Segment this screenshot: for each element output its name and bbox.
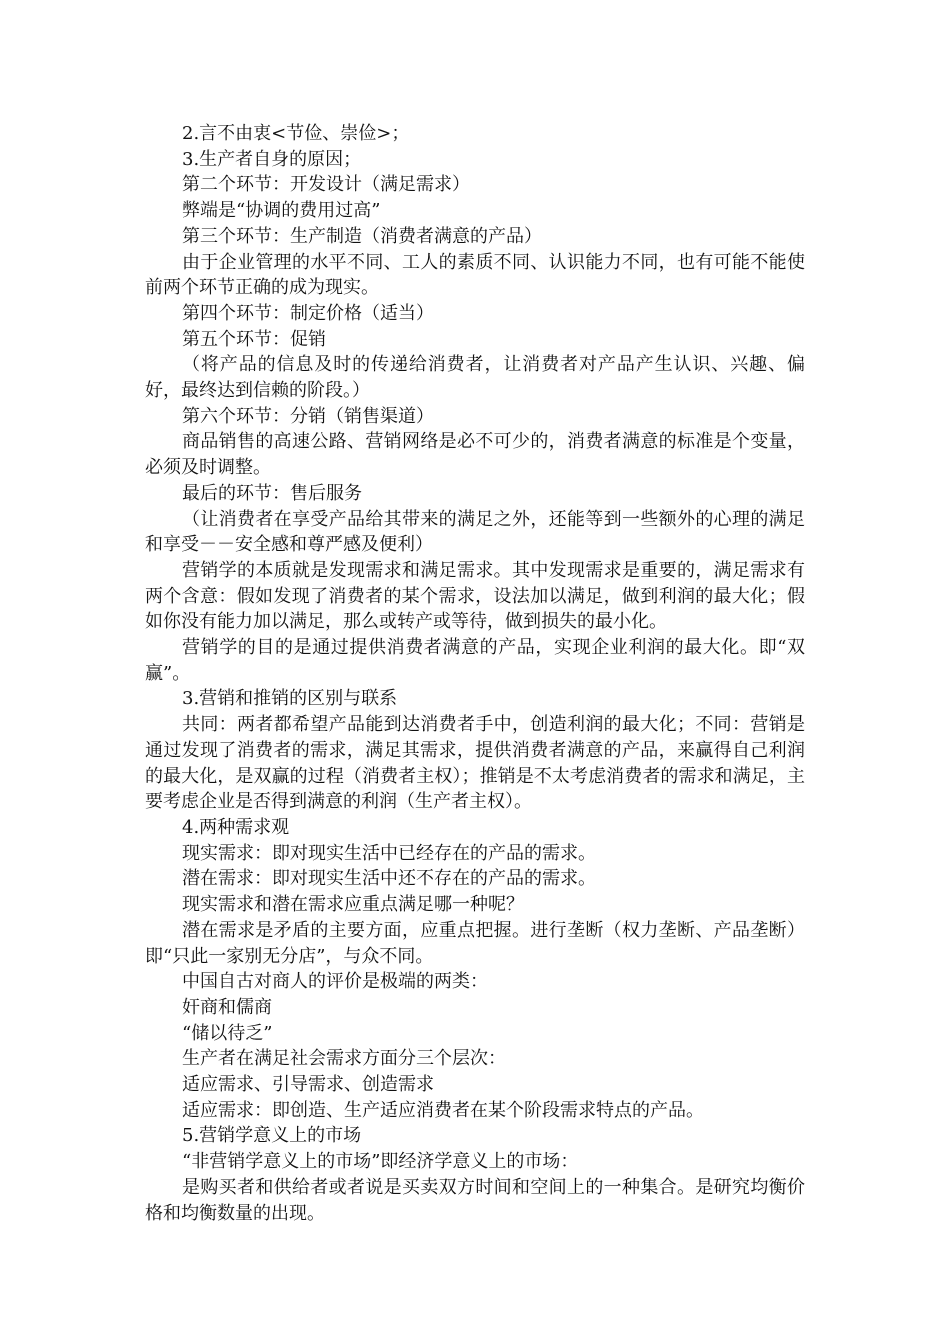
paragraph: 适应需求、引导需求、创造需求 xyxy=(182,1074,434,1096)
paragraph: 适应需求：即创造、生产适应消费者在某个阶段需求特点的产品。 xyxy=(182,1099,704,1121)
paragraph: 中国自古对商人的评价是极端的两类： xyxy=(182,971,488,993)
paragraph: 共同：两者都希望产品能到达消费者手中，创造利润的最大化；不同：营销是通过发现了消费者的需求，满足其需求，提供消费者满意的产品，来赢得自己利润的最大化，是双赢的过程（消费者主权）；推销是不太考虑消费者的需求和满足，主要考虑企业是否得到满意的利润（生产者主权）。 xyxy=(145,714,805,813)
paragraph: 最后的环节：售后服务 xyxy=(182,482,362,504)
paragraph: 第六个环节：分销（销售渠道） xyxy=(182,405,434,427)
paragraph: 5.营销学意义上的市场 xyxy=(182,1125,362,1147)
paragraph: 第二个环节：开发设计（满足需求） xyxy=(182,174,470,196)
paragraph: 现实需求和潜在需求应重点满足哪一种呢？ xyxy=(182,894,524,916)
paragraph: 奸商和儒商 xyxy=(182,996,272,1018)
paragraph: 营销学的目的是通过提供消费者满意的产品，实现企业利润的最大化。即“双赢”。 xyxy=(145,637,805,684)
paragraph: 潜在需求：即对现实生活中还不存在的产品的需求。 xyxy=(182,868,596,890)
paragraph: 是购买者和供给者或者说是买卖双方时间和空间上的一种集合。是研究均衡价格和均衡数量的出现。 xyxy=(145,1176,805,1224)
paragraph: 2.言不由衷<节俭、崇俭>； xyxy=(182,123,410,144)
paragraph: “非营销学意义上的市场”即经济学意义上的市场： xyxy=(182,1151,579,1173)
document-page xyxy=(145,121,805,1226)
paragraph: 营销学的本质就是发现需求和满足需求。其中发现需求是重要的，满足需求有两个含意：假如发现了消费者的某个需求，设法加以满足，做到利润的最大化；假如你没有能力加以满足，那么或转产或等待，做到损失的最小化。 xyxy=(145,559,805,633)
paragraph: 商品销售的高速公路、营销网络是必不可少的，消费者满意的标准是个变量，必须及时调整。 xyxy=(145,431,805,479)
paragraph: 3.营销和推销的区别与联系 xyxy=(182,688,398,710)
paragraph: （让消费者在享受产品给其带来的满足之外，还能等到一些额外的心理的满足和享受－－安全感和尊严感及便利） xyxy=(145,508,805,556)
paragraph: 第三个环节：生产制造（消费者满意的产品） xyxy=(182,225,542,247)
paragraph: 第四个环节：制定价格（适当） xyxy=(182,302,434,324)
paragraph: “储以待乏” xyxy=(182,1022,273,1044)
paragraph: 4.两种需求观 xyxy=(182,816,290,838)
paragraph: （将产品的信息及时的传递给消费者，让消费者对产品产生认识、兴趣、偏好，最终达到信赖的阶段。） xyxy=(145,354,805,402)
paragraph: 第五个环节：促销 xyxy=(182,328,326,350)
paragraph: 潜在需求是矛盾的主要方面，应重点把握。进行垄断（权力垄断、产品垄断）即“只此一家别无分店”，与众不同。 xyxy=(145,919,805,967)
paragraph: 弊端是“协调的费用过高” xyxy=(182,200,381,222)
paragraph: 由于企业管理的水平不同、工人的素质不同、认识能力不同，也有可能不能使前两个环节正确的成为现实。 xyxy=(145,251,805,299)
paragraph: 3.生产者自身的原因； xyxy=(182,148,362,170)
paragraph: 现实需求：即对现实生活中已经存在的产品的需求。 xyxy=(182,842,596,864)
paragraph: 生产者在满足社会需求方面分三个层次： xyxy=(182,1048,506,1070)
